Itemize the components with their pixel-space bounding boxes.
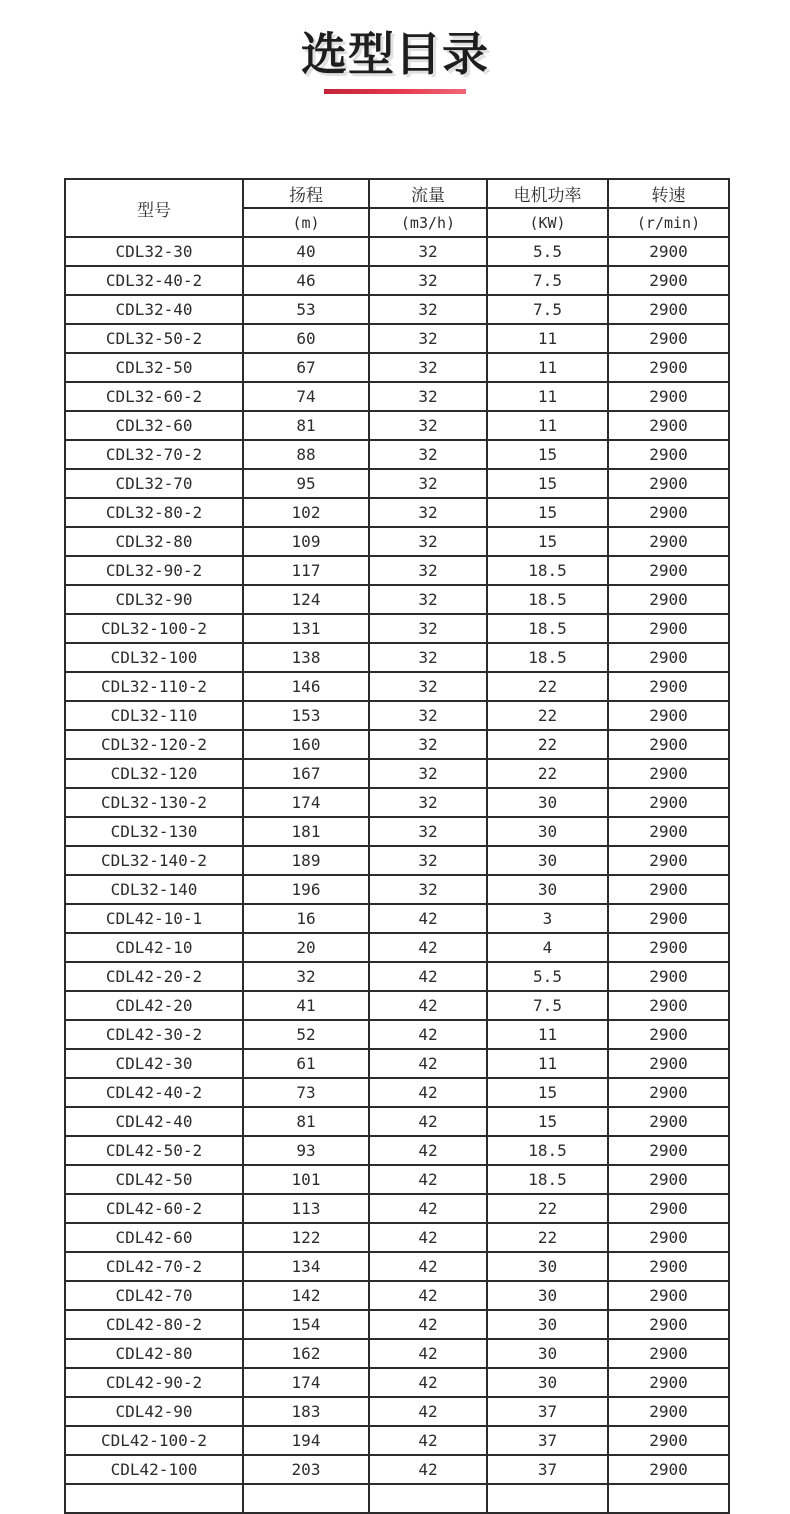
cell-model: CDL32-50 <box>65 353 243 382</box>
table-row <box>65 295 729 324</box>
table-row <box>65 1194 729 1223</box>
table-row <box>65 1252 729 1281</box>
table-row <box>65 266 729 295</box>
cell-power: 7.5 <box>487 295 608 324</box>
cell-model: CDL42-30-2 <box>65 1020 243 1049</box>
cell-speed: 2900 <box>608 1252 729 1281</box>
cell-power: 18.5 <box>487 1136 608 1165</box>
cell-model: CDL42-90-2 <box>65 1368 243 1397</box>
cell-flow: 42 <box>369 1252 487 1281</box>
cell-speed: 2900 <box>608 411 729 440</box>
cell-flow: 42 <box>369 1107 487 1136</box>
cell-speed: 2900 <box>608 237 729 266</box>
cell-speed: 2900 <box>608 730 729 759</box>
cell-model: CDL42-100-2 <box>65 1426 243 1455</box>
page-title: 选型目录 <box>301 28 489 80</box>
cell-head: 160 <box>243 730 369 759</box>
cell-head: 174 <box>243 1368 369 1397</box>
cell-power: 5.5 <box>487 962 608 991</box>
table-row <box>65 411 729 440</box>
cell-head: 46 <box>243 266 369 295</box>
cell-flow: 32 <box>369 614 487 643</box>
table-row <box>65 759 729 788</box>
cell-flow: 42 <box>369 1310 487 1339</box>
cell-flow: 32 <box>369 527 487 556</box>
cell-power: 18.5 <box>487 643 608 672</box>
cell-speed: 2900 <box>608 1368 729 1397</box>
cell-head: 194 <box>243 1426 369 1455</box>
cell-power: 3 <box>487 904 608 933</box>
table-row <box>65 1107 729 1136</box>
cell-flow: 42 <box>369 962 487 991</box>
table-row <box>65 469 729 498</box>
cell-model: CDL42-50 <box>65 1165 243 1194</box>
cell-power: 15 <box>487 1078 608 1107</box>
cell-speed: 2900 <box>608 440 729 469</box>
table-row <box>65 1339 729 1368</box>
cell-speed: 2900 <box>608 1049 729 1078</box>
header-speed: 转速 <box>608 179 729 208</box>
cell-head: 196 <box>243 875 369 904</box>
cell-head: 189 <box>243 846 369 875</box>
cell-head: 20 <box>243 933 369 962</box>
cell-flow: 42 <box>369 933 487 962</box>
table-row <box>65 1136 729 1165</box>
cell-flow: 32 <box>369 846 487 875</box>
cell-flow: 32 <box>369 295 487 324</box>
cell-head: 203 <box>243 1455 369 1484</box>
cell-model: CDL32-110-2 <box>65 672 243 701</box>
cell-model: CDL32-110 <box>65 701 243 730</box>
cell-speed: 2900 <box>608 759 729 788</box>
cell-head: 81 <box>243 411 369 440</box>
cell-power: 15 <box>487 527 608 556</box>
cell-power: 22 <box>487 730 608 759</box>
cell-speed: 2900 <box>608 1339 729 1368</box>
cell-speed: 2900 <box>608 1078 729 1107</box>
cell-speed: 2900 <box>608 991 729 1020</box>
table-row <box>65 701 729 730</box>
cell-head: 32 <box>243 962 369 991</box>
cell-empty <box>65 1484 243 1513</box>
cell-power: 22 <box>487 1194 608 1223</box>
cell-head: 41 <box>243 991 369 1020</box>
cell-flow: 32 <box>369 324 487 353</box>
cell-speed: 2900 <box>608 701 729 730</box>
table-row <box>65 1020 729 1049</box>
cell-speed: 2900 <box>608 585 729 614</box>
table-row <box>65 353 729 382</box>
cell-model: CDL42-20 <box>65 991 243 1020</box>
cell-power: 15 <box>487 1107 608 1136</box>
cell-speed: 2900 <box>608 962 729 991</box>
cell-model: CDL32-40 <box>65 295 243 324</box>
cell-flow: 32 <box>369 353 487 382</box>
cell-empty <box>487 1484 608 1513</box>
cell-power: 22 <box>487 759 608 788</box>
cell-model: CDL32-90 <box>65 585 243 614</box>
cell-flow: 32 <box>369 382 487 411</box>
cell-empty <box>243 1484 369 1513</box>
cell-flow: 32 <box>369 875 487 904</box>
cell-head: 113 <box>243 1194 369 1223</box>
cell-power: 18.5 <box>487 1165 608 1194</box>
table-row <box>65 1310 729 1339</box>
cell-power: 18.5 <box>487 556 608 585</box>
cell-flow: 42 <box>369 1136 487 1165</box>
table-row <box>65 962 729 991</box>
cell-flow: 32 <box>369 498 487 527</box>
table-row <box>65 585 729 614</box>
cell-model: CDL42-70-2 <box>65 1252 243 1281</box>
cell-model: CDL32-80 <box>65 527 243 556</box>
cell-speed: 2900 <box>608 904 729 933</box>
cell-power: 22 <box>487 672 608 701</box>
catalog-page <box>0 26 790 1479</box>
cell-model: CDL42-60-2 <box>65 1194 243 1223</box>
cell-flow: 32 <box>369 643 487 672</box>
cell-speed: 2900 <box>608 643 729 672</box>
cell-model: CDL42-90 <box>65 1397 243 1426</box>
cell-flow: 32 <box>369 788 487 817</box>
table-row <box>65 730 729 759</box>
table-header <box>65 179 729 237</box>
cell-power: 30 <box>487 1252 608 1281</box>
cell-power: 30 <box>487 846 608 875</box>
cell-empty <box>608 1484 729 1513</box>
cell-power: 22 <box>487 1223 608 1252</box>
cell-power: 11 <box>487 382 608 411</box>
cell-head: 40 <box>243 237 369 266</box>
cell-speed: 2900 <box>608 614 729 643</box>
cell-model: CDL32-70 <box>65 469 243 498</box>
cell-flow: 42 <box>369 1194 487 1223</box>
cell-model: CDL32-130-2 <box>65 788 243 817</box>
cell-speed: 2900 <box>608 1165 729 1194</box>
cell-speed: 2900 <box>608 788 729 817</box>
cell-head: 153 <box>243 701 369 730</box>
cell-model: CDL42-60 <box>65 1223 243 1252</box>
cell-head: 174 <box>243 788 369 817</box>
cell-head: 154 <box>243 1310 369 1339</box>
header-head: 扬程 <box>243 179 369 208</box>
cell-head: 142 <box>243 1281 369 1310</box>
cell-power: 15 <box>487 469 608 498</box>
cell-power: 11 <box>487 1020 608 1049</box>
cell-speed: 2900 <box>608 498 729 527</box>
cell-model: CDL42-100 <box>65 1455 243 1484</box>
cell-flow: 42 <box>369 1020 487 1049</box>
cell-flow: 42 <box>369 1426 487 1455</box>
cell-head: 102 <box>243 498 369 527</box>
cell-flow: 42 <box>369 1281 487 1310</box>
cell-power: 7.5 <box>487 991 608 1020</box>
cell-speed: 2900 <box>608 1310 729 1339</box>
cell-flow: 32 <box>369 701 487 730</box>
cell-head: 146 <box>243 672 369 701</box>
cell-head: 101 <box>243 1165 369 1194</box>
cell-head: 124 <box>243 585 369 614</box>
cell-flow: 32 <box>369 469 487 498</box>
table-row <box>65 1397 729 1426</box>
cell-speed: 2900 <box>608 875 729 904</box>
cell-head: 95 <box>243 469 369 498</box>
table-row <box>65 875 729 904</box>
cell-flow: 42 <box>369 1049 487 1078</box>
cell-model: CDL32-90-2 <box>65 556 243 585</box>
cell-head: 117 <box>243 556 369 585</box>
table-row <box>65 788 729 817</box>
cell-power: 15 <box>487 498 608 527</box>
table-row <box>65 1368 729 1397</box>
cell-model: CDL42-40-2 <box>65 1078 243 1107</box>
cell-power: 30 <box>487 1339 608 1368</box>
cell-head: 122 <box>243 1223 369 1252</box>
table-row <box>65 614 729 643</box>
cell-model: CDL42-80 <box>65 1339 243 1368</box>
table-row <box>65 1078 729 1107</box>
cell-power: 37 <box>487 1455 608 1484</box>
cell-head: 131 <box>243 614 369 643</box>
cell-flow: 42 <box>369 1455 487 1484</box>
header-flow-unit: (m3/h) <box>369 208 487 237</box>
cell-flow: 32 <box>369 585 487 614</box>
cell-flow: 32 <box>369 730 487 759</box>
cell-power: 11 <box>487 1049 608 1078</box>
table-row <box>65 324 729 353</box>
table-row <box>65 817 729 846</box>
cell-head: 181 <box>243 817 369 846</box>
cell-model: CDL32-140 <box>65 875 243 904</box>
cell-flow: 32 <box>369 411 487 440</box>
cell-flow: 32 <box>369 556 487 585</box>
title-underline <box>324 89 466 94</box>
table-row <box>65 382 729 411</box>
cell-model: CDL42-10 <box>65 933 243 962</box>
cell-flow: 32 <box>369 440 487 469</box>
cell-model: CDL32-50-2 <box>65 324 243 353</box>
cell-model: CDL32-120-2 <box>65 730 243 759</box>
table-row <box>65 933 729 962</box>
cell-power: 37 <box>487 1397 608 1426</box>
cell-speed: 2900 <box>608 1020 729 1049</box>
cell-speed: 2900 <box>608 382 729 411</box>
cell-speed: 2900 <box>608 324 729 353</box>
cell-power: 18.5 <box>487 614 608 643</box>
cell-speed: 2900 <box>608 1194 729 1223</box>
cell-head: 16 <box>243 904 369 933</box>
cell-model: CDL32-30 <box>65 237 243 266</box>
cell-flow: 32 <box>369 759 487 788</box>
cell-speed: 2900 <box>608 469 729 498</box>
cell-head: 67 <box>243 353 369 382</box>
cell-power: 7.5 <box>487 266 608 295</box>
cell-head: 73 <box>243 1078 369 1107</box>
header-head-unit: (m) <box>243 208 369 237</box>
cell-speed: 2900 <box>608 353 729 382</box>
cell-model: CDL32-40-2 <box>65 266 243 295</box>
cell-model: CDL32-80-2 <box>65 498 243 527</box>
cell-head: 88 <box>243 440 369 469</box>
cell-speed: 2900 <box>608 1136 729 1165</box>
header-power-unit: (KW) <box>487 208 608 237</box>
cell-head: 81 <box>243 1107 369 1136</box>
table-row <box>65 672 729 701</box>
table-row <box>65 846 729 875</box>
cell-power: 22 <box>487 701 608 730</box>
header-model: 型号 <box>65 179 243 237</box>
table-row <box>65 904 729 933</box>
cell-model: CDL32-100-2 <box>65 614 243 643</box>
cell-speed: 2900 <box>608 1455 729 1484</box>
cell-model: CDL32-100 <box>65 643 243 672</box>
cell-power: 4 <box>487 933 608 962</box>
cell-speed: 2900 <box>608 1223 729 1252</box>
table-row <box>65 1281 729 1310</box>
cell-model: CDL42-80-2 <box>65 1310 243 1339</box>
table-row <box>65 1426 729 1455</box>
cell-head: 93 <box>243 1136 369 1165</box>
cell-head: 134 <box>243 1252 369 1281</box>
cell-flow: 42 <box>369 1078 487 1107</box>
cell-model: CDL42-50-2 <box>65 1136 243 1165</box>
cell-flow: 42 <box>369 1339 487 1368</box>
cell-flow: 42 <box>369 1223 487 1252</box>
table-body <box>65 237 729 1513</box>
cell-power: 30 <box>487 817 608 846</box>
cell-flow: 42 <box>369 904 487 933</box>
cell-power: 18.5 <box>487 585 608 614</box>
table-row-partial <box>65 1484 729 1513</box>
table-row <box>65 1049 729 1078</box>
cell-head: 61 <box>243 1049 369 1078</box>
cell-head: 162 <box>243 1339 369 1368</box>
cell-speed: 2900 <box>608 1281 729 1310</box>
cell-speed: 2900 <box>608 1397 729 1426</box>
table-row <box>65 556 729 585</box>
cell-power: 11 <box>487 324 608 353</box>
cell-head: 53 <box>243 295 369 324</box>
cell-speed: 2900 <box>608 1426 729 1455</box>
header-power: 电机功率 <box>487 179 608 208</box>
cell-model: CDL42-30 <box>65 1049 243 1078</box>
cell-speed: 2900 <box>608 933 729 962</box>
cell-power: 37 <box>487 1426 608 1455</box>
table-row <box>65 1165 729 1194</box>
cell-flow: 42 <box>369 1397 487 1426</box>
cell-flow: 32 <box>369 237 487 266</box>
cell-flow: 42 <box>369 991 487 1020</box>
cell-power: 15 <box>487 440 608 469</box>
cell-power: 30 <box>487 788 608 817</box>
table-row <box>65 237 729 266</box>
cell-speed: 2900 <box>608 846 729 875</box>
cell-power: 30 <box>487 875 608 904</box>
table-row <box>65 643 729 672</box>
cell-power: 30 <box>487 1310 608 1339</box>
cell-speed: 2900 <box>608 1107 729 1136</box>
cell-flow: 42 <box>369 1368 487 1397</box>
cell-model: CDL42-40 <box>65 1107 243 1136</box>
table-row <box>65 498 729 527</box>
cell-model: CDL32-60-2 <box>65 382 243 411</box>
cell-power: 30 <box>487 1281 608 1310</box>
cell-speed: 2900 <box>608 672 729 701</box>
table-row <box>65 991 729 1020</box>
cell-flow: 32 <box>369 266 487 295</box>
cell-head: 138 <box>243 643 369 672</box>
cell-model: CDL32-120 <box>65 759 243 788</box>
cell-head: 109 <box>243 527 369 556</box>
cell-model: CDL32-70-2 <box>65 440 243 469</box>
cell-speed: 2900 <box>608 527 729 556</box>
header-flow: 流量 <box>369 179 487 208</box>
cell-flow: 32 <box>369 672 487 701</box>
cell-speed: 2900 <box>608 295 729 324</box>
cell-power: 11 <box>487 353 608 382</box>
table-row <box>65 527 729 556</box>
pump-spec-table <box>64 178 730 1514</box>
cell-model: CDL32-60 <box>65 411 243 440</box>
cell-power: 30 <box>487 1368 608 1397</box>
cell-head: 74 <box>243 382 369 411</box>
cell-model: CDL42-10-1 <box>65 904 243 933</box>
cell-model: CDL42-20-2 <box>65 962 243 991</box>
table-row <box>65 1223 729 1252</box>
cell-head: 52 <box>243 1020 369 1049</box>
cell-model: CDL42-70 <box>65 1281 243 1310</box>
cell-model: CDL32-130 <box>65 817 243 846</box>
cell-empty <box>369 1484 487 1513</box>
header-label-row <box>65 179 729 208</box>
cell-head: 183 <box>243 1397 369 1426</box>
cell-speed: 2900 <box>608 556 729 585</box>
cell-power: 5.5 <box>487 237 608 266</box>
cell-head: 167 <box>243 759 369 788</box>
cell-power: 11 <box>487 411 608 440</box>
cell-flow: 42 <box>369 1165 487 1194</box>
cell-head: 60 <box>243 324 369 353</box>
cell-speed: 2900 <box>608 817 729 846</box>
cell-flow: 32 <box>369 817 487 846</box>
header-speed-unit: (r/min) <box>608 208 729 237</box>
table-row <box>65 440 729 469</box>
cell-model: CDL32-140-2 <box>65 846 243 875</box>
cell-speed: 2900 <box>608 266 729 295</box>
